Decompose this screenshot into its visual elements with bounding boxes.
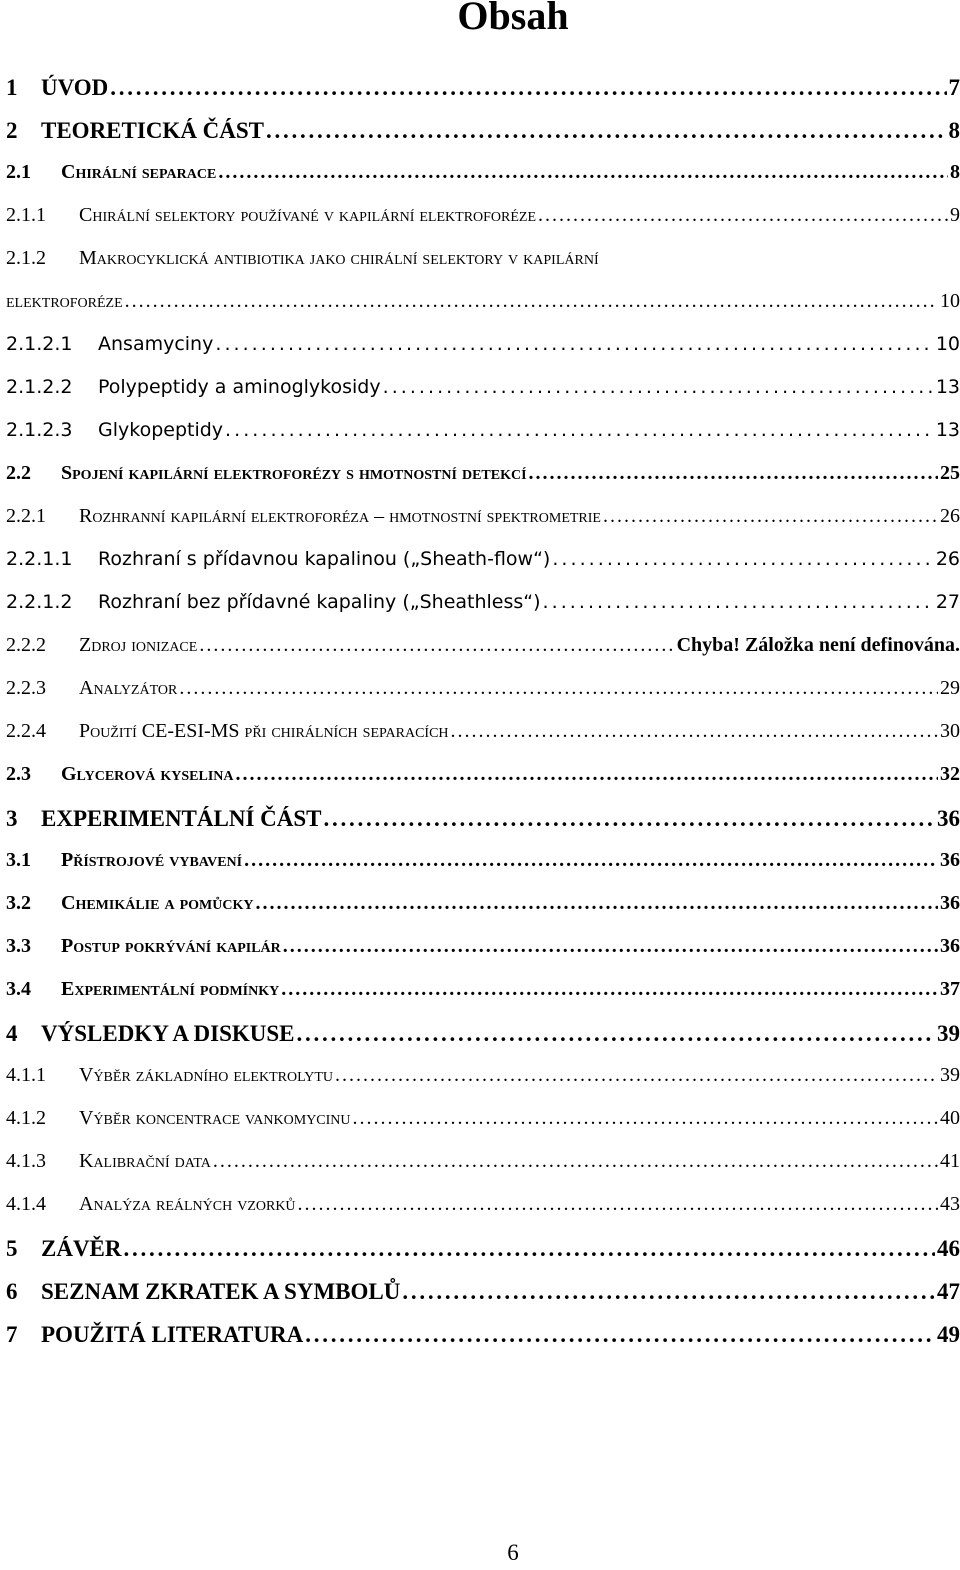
toc-entry-label: Glycerová kyselina — [61, 763, 234, 785]
dot-leader — [199, 634, 674, 657]
toc-entry-page-error: Chyba! Záložka není definována. — [676, 634, 960, 656]
toc-entry[interactable] — [6, 1064, 960, 1094]
toc-entry[interactable] — [6, 720, 960, 750]
toc-entry-label: Výběr základního elektrolytu — [79, 1064, 334, 1086]
toc-entry-label: Makrocyklická antibiotika jako chirální selektory v kapilární — [79, 247, 599, 269]
toc-entry-number: 2.1.1 — [6, 204, 46, 226]
toc-entry[interactable] — [6, 634, 960, 664]
toc-entry-page: 36 — [940, 892, 960, 914]
toc-entry-number: 3.2 — [6, 892, 31, 914]
toc-entry-label: Analýza reálných vzorků — [79, 1193, 296, 1215]
toc-entry-page: 9 — [950, 204, 960, 226]
toc-entry-page: 10 — [935, 333, 960, 355]
toc-entry-page: 7 — [948, 75, 960, 100]
toc-entry-page: 49 — [937, 1322, 960, 1347]
toc-entry[interactable] — [6, 333, 960, 363]
toc-entry[interactable] — [6, 1193, 960, 1223]
toc-entry-page: 26 — [940, 505, 960, 527]
toc-entry-label: VÝSLEDKY A DISKUSE — [41, 1021, 295, 1046]
dot-leader — [124, 1236, 935, 1262]
toc-entry-number: 2.1.2.1 — [6, 333, 73, 355]
toc-entry-label: Kalibrační data — [79, 1150, 211, 1172]
toc-entry-page: 40 — [940, 1107, 960, 1129]
toc-entry-page: 13 — [935, 419, 960, 441]
dot-leader — [125, 290, 938, 313]
toc-entry-number: 4.1.4 — [6, 1193, 46, 1215]
toc-entry-number: 2.1 — [6, 161, 31, 183]
toc-entry[interactable] — [6, 376, 960, 406]
toc-entry[interactable] — [6, 1322, 960, 1352]
dot-leader — [110, 75, 946, 101]
dot-leader — [451, 720, 938, 743]
toc-entry-number: 2.1.2 — [6, 247, 46, 269]
toc-entry-number: 2.2.4 — [6, 720, 46, 742]
toc-entry-page: 36 — [940, 935, 960, 957]
dot-leader — [383, 376, 934, 398]
dot-leader — [298, 1193, 938, 1216]
toc-entry-label: Chirální separace — [61, 161, 217, 183]
toc-entry[interactable] — [6, 161, 960, 191]
toc-entry[interactable] — [6, 505, 960, 535]
dot-leader — [236, 763, 938, 786]
toc-entry-page: 30 — [940, 720, 960, 742]
toc-entry-label: Ansamyciny — [98, 333, 214, 355]
toc-entry[interactable] — [6, 849, 960, 879]
toc-entry[interactable] — [6, 591, 960, 621]
toc-entry[interactable] — [6, 935, 960, 965]
dot-leader — [215, 333, 933, 355]
toc-entry-number: 6 — [6, 1279, 18, 1304]
toc-entry[interactable] — [6, 1107, 960, 1137]
dot-leader — [213, 1150, 938, 1173]
dot-leader — [179, 677, 938, 700]
dot-leader — [225, 419, 934, 441]
toc-entry-page: 29 — [940, 677, 960, 699]
toc-entry-number: 2.2.1.2 — [6, 591, 73, 613]
toc-entry-number: 2.2.2 — [6, 634, 46, 656]
toc-entry[interactable] — [6, 1021, 960, 1051]
toc-entry-label: POUŽITÁ LITERATURA — [41, 1322, 304, 1347]
dot-leader — [543, 591, 934, 613]
toc-entry-label: Přístrojové vybavení — [61, 849, 243, 871]
toc-entry-number: 3.1 — [6, 849, 31, 871]
toc-entry-page: 13 — [935, 376, 960, 398]
toc-entry-label: Experimentální podmínky — [61, 978, 280, 1000]
toc-entry-page: 25 — [940, 462, 960, 484]
toc-entry[interactable] — [6, 978, 960, 1008]
toc-entry-label: Chirální selektory používané v kapilární elektroforéze — [79, 204, 537, 226]
dot-leader — [353, 1107, 938, 1130]
toc-entry-page: 8 — [950, 161, 960, 183]
toc-entry[interactable] — [6, 892, 960, 922]
toc-entry-page: 43 — [940, 1193, 960, 1215]
toc-entry[interactable] — [6, 290, 960, 320]
toc-entry-number: 1 — [6, 75, 18, 100]
toc-entry-number: 3.3 — [6, 935, 31, 957]
toc-entry-number: 3.4 — [6, 978, 31, 1000]
toc-entry-label: Postup pokrývání kapilár — [61, 935, 281, 957]
toc-entry-number: 2.1.2.3 — [6, 419, 73, 441]
toc-entry[interactable] — [6, 677, 960, 707]
toc-entry-number: 4.1.3 — [6, 1150, 46, 1172]
dot-leader — [529, 462, 938, 485]
toc-entry-label: Rozhranní kapilární elektroforéza – hmotnostní spektrometrie — [79, 505, 601, 527]
toc-entry-page: 10 — [940, 290, 960, 312]
toc-entry-label: ZÁVĚR — [41, 1236, 122, 1261]
toc-entry-label: Spojení kapilární elektroforézy s hmotnostní detekcí — [61, 462, 527, 484]
toc-entry-label: Použití CE-ESI-MS při chirálních separacích — [79, 720, 449, 742]
toc-entry-label: Glykopeptidy — [98, 419, 224, 441]
toc-entry[interactable] — [6, 806, 960, 836]
toc-entry-page: 8 — [948, 118, 960, 143]
toc-entry-number: 2.1.2.2 — [6, 376, 73, 398]
dot-leader — [552, 548, 933, 570]
toc-entry[interactable] — [6, 1236, 960, 1266]
toc-entry[interactable] — [6, 462, 960, 492]
dot-leader — [297, 1021, 935, 1047]
dot-leader — [255, 892, 938, 915]
toc-entry-number: 2.3 — [6, 763, 31, 785]
toc-entry-label: Polypeptidy a aminoglykosidy — [98, 376, 381, 398]
toc-entry[interactable] — [6, 1279, 960, 1309]
toc-entry-page: 39 — [937, 1021, 960, 1046]
toc-entry-page: 27 — [935, 591, 960, 613]
toc-entry-label-continued: elektroforéze — [6, 290, 123, 312]
toc-entry[interactable] — [6, 419, 960, 449]
toc-entry-page: 46 — [937, 1236, 960, 1261]
toc-entry-number: 2.2 — [6, 462, 31, 484]
dot-leader — [402, 1279, 935, 1305]
dot-leader — [324, 806, 935, 832]
toc-entry-number: 2 — [6, 118, 18, 143]
toc-entry-page: 36 — [940, 849, 960, 871]
toc-entry[interactable] — [6, 763, 960, 793]
dot-leader — [244, 849, 938, 872]
toc-entry-label: Analyzátor — [79, 677, 178, 699]
toc-entry-page: 47 — [937, 1279, 960, 1304]
toc-entry[interactable] — [6, 75, 960, 105]
toc-entry[interactable] — [6, 118, 960, 148]
toc-entry-number: 2.2.1.1 — [6, 548, 73, 570]
toc-entry-label: EXPERIMENTÁLNÍ ČÁST — [41, 806, 322, 831]
toc-entry-page: 26 — [935, 548, 960, 570]
toc-entry-label: Výběr koncentrace vankomycinu — [79, 1107, 351, 1129]
toc-entry-page: 41 — [940, 1150, 960, 1172]
dot-leader — [281, 978, 938, 1001]
toc-entry-page: 36 — [937, 806, 960, 831]
toc-entry[interactable] — [6, 204, 960, 234]
toc-entry-label: Chemikálie a pomůcky — [61, 892, 254, 914]
toc-entry-number: 2.2.3 — [6, 677, 46, 699]
toc-entry-label: Rozhraní bez přídavné kapaliny („Sheathless“) — [98, 591, 541, 613]
toc-entry-page: 32 — [940, 763, 960, 785]
toc-entry-number: 4 — [6, 1021, 18, 1046]
toc-entry-wrapped-line[interactable] — [6, 247, 960, 270]
toc-entry-number: 4.1.2 — [6, 1107, 46, 1129]
dot-leader — [218, 161, 948, 184]
toc-entry[interactable] — [6, 548, 960, 578]
page-number: 6 — [507, 1540, 519, 1565]
dot-leader — [335, 1064, 938, 1087]
toc-entry-page: 37 — [940, 978, 960, 1000]
toc-entry-label: Zdroj ionizace — [79, 634, 198, 656]
toc-entry-label: Rozhraní s přídavnou kapalinou („Sheath-flow“) — [98, 548, 551, 570]
toc-entry-number: 5 — [6, 1236, 18, 1261]
toc-entry[interactable] — [6, 1150, 960, 1180]
toc-entry-label: SEZNAM ZKRATEK A SYMBOLŮ — [41, 1279, 401, 1304]
toc-entry-number: 3 — [6, 806, 18, 831]
dot-leader — [603, 505, 938, 528]
dot-leader — [283, 935, 938, 958]
toc-entry-page: 39 — [940, 1064, 960, 1086]
dot-leader — [305, 1322, 935, 1348]
dot-leader — [266, 118, 946, 144]
toc-entry-label: TEORETICKÁ ČÁST — [41, 118, 265, 143]
toc-entry-number: 2.2.1 — [6, 505, 46, 527]
toc-entry-number: 7 — [6, 1322, 18, 1347]
toc-entry-number: 4.1.1 — [6, 1064, 46, 1086]
toc-entry-label: ÚVOD — [41, 75, 109, 100]
dot-leader — [538, 204, 948, 227]
page-title: Obsah — [457, 0, 569, 38]
